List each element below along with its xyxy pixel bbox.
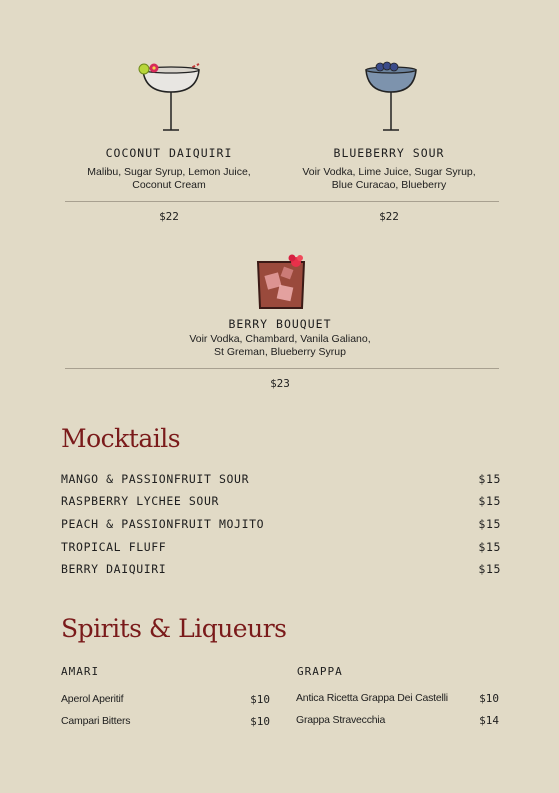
- coupe-glass-blueberry-icon: [355, 58, 427, 134]
- item-price: $15: [478, 494, 501, 508]
- cocktail-coconut-daiquiri: [69, 58, 269, 228]
- cocktail-ingredients: Voir Vodka, Chambard, Vanila Galiano, St Greman, Blueberry Syrup: [189, 333, 371, 358]
- item-name: PEACH & PASSIONFRUIT MOJITO: [61, 517, 265, 531]
- list-item: [61, 517, 501, 535]
- item-price: $15: [478, 562, 501, 576]
- item-price: $14: [479, 714, 499, 727]
- grappa-heading: GRAPPA: [297, 665, 343, 678]
- cocktail-price: $23: [270, 377, 290, 390]
- item-price: $15: [478, 540, 501, 554]
- list-item: [61, 494, 501, 512]
- list-item: [61, 715, 270, 731]
- divider: [65, 368, 499, 369]
- list-item: [61, 472, 501, 490]
- divider: [65, 201, 499, 202]
- cocktail-berry-bouquet: [180, 254, 380, 394]
- cocktail-name: BLUEBERRY SOUR: [333, 146, 445, 160]
- coupe-glass-coconut-icon: [135, 58, 207, 134]
- item-name: Campari Bitters: [61, 715, 131, 727]
- list-item: [296, 692, 499, 708]
- cocktail-ingredients: Voir Vodka, Lime Juice, Sugar Syrup, Blue Curacao, Blueberry: [302, 166, 476, 191]
- cocktail-price: $22: [159, 210, 179, 223]
- item-price: $15: [478, 472, 501, 486]
- cocktail-blueberry-sour: [289, 58, 489, 228]
- amari-heading: AMARI: [61, 665, 100, 678]
- item-name: Antica Ricetta Grappa Dei Castelli: [296, 692, 448, 704]
- list-item: [61, 693, 270, 709]
- item-price: $10: [479, 692, 499, 705]
- rocks-glass-berry-icon: [254, 254, 310, 312]
- spirits-title: Spirits & Liqueurs: [61, 614, 287, 643]
- item-name: Grappa Stravecchia: [296, 714, 386, 726]
- item-name: TROPICAL FLUFF: [61, 540, 167, 554]
- item-name: BERRY DAIQUIRI: [61, 562, 167, 576]
- item-name: Aperol Aperitif: [61, 693, 124, 705]
- list-item: [61, 562, 501, 580]
- cocktail-price: $22: [379, 210, 399, 223]
- item-name: MANGO & PASSIONFRUIT SOUR: [61, 472, 250, 486]
- cocktail-ingredients: Malibu, Sugar Syrup, Lemon Juice, Coconut Cream: [87, 166, 251, 191]
- list-item: [296, 714, 499, 730]
- cocktail-name: BERRY BOUQUET: [228, 317, 332, 331]
- mocktails-title: Mocktails: [61, 424, 181, 453]
- cocktail-name: COCONUT DAIQUIRI: [105, 146, 233, 160]
- item-price: $10: [250, 715, 270, 728]
- item-price: $15: [478, 517, 501, 531]
- item-price: $10: [250, 693, 270, 706]
- list-item: [61, 540, 501, 558]
- item-name: RASPBERRY LYCHEE SOUR: [61, 494, 219, 508]
